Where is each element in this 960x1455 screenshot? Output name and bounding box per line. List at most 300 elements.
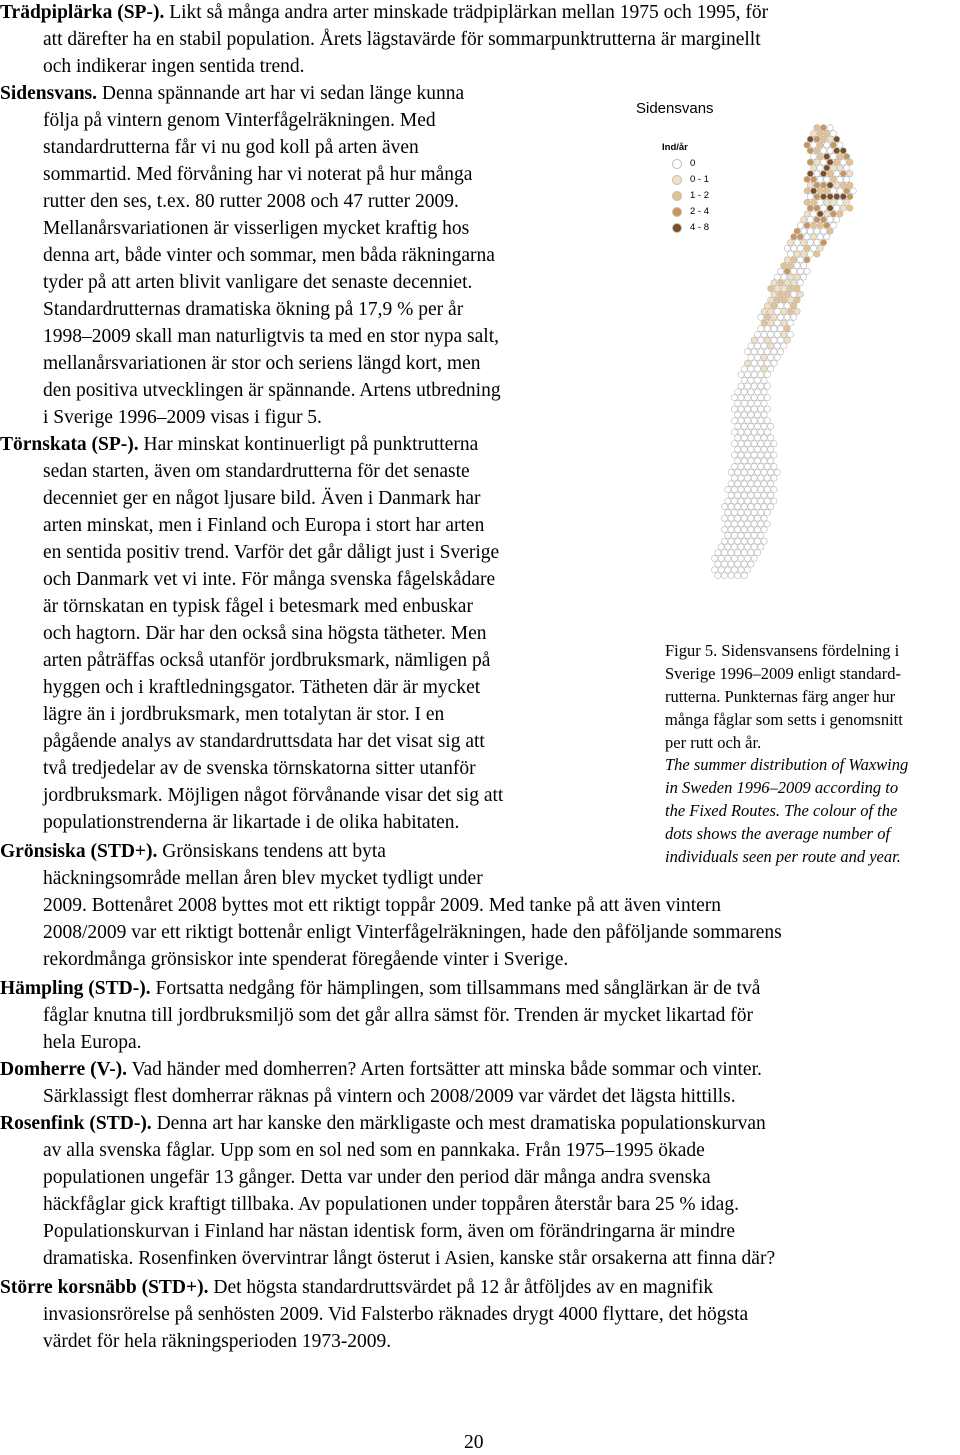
route-dot <box>804 234 810 240</box>
route-dot <box>768 504 774 510</box>
route-dot <box>738 441 744 447</box>
route-dot <box>820 136 826 142</box>
legend-swatch <box>672 207 682 217</box>
route-dot <box>824 234 830 240</box>
route-dot <box>768 343 774 349</box>
route-dot <box>761 481 767 487</box>
route-dot <box>807 159 813 165</box>
route-dot <box>754 515 760 521</box>
route-dot <box>768 308 774 314</box>
route-dot <box>797 234 803 240</box>
route-dot <box>837 165 843 171</box>
route-dot <box>778 337 784 343</box>
route-dot <box>748 481 754 487</box>
route-dot <box>814 228 820 234</box>
route-dot <box>745 418 751 424</box>
route-dot <box>764 314 770 320</box>
route-dot <box>774 274 780 280</box>
route-dot <box>738 555 744 561</box>
route-dot <box>731 486 737 492</box>
route-dot <box>741 412 747 418</box>
route-dot <box>771 291 777 297</box>
route-dot <box>754 331 760 337</box>
route-dot <box>824 211 830 217</box>
route-dot <box>817 130 823 136</box>
legend-swatch <box>672 175 682 185</box>
route-dot <box>844 176 850 182</box>
route-dot <box>745 441 751 447</box>
route-dot <box>735 527 741 533</box>
route-dot <box>764 521 770 527</box>
route-dot <box>794 251 800 257</box>
route-dot <box>748 515 754 521</box>
route-dot <box>754 492 760 498</box>
route-dot <box>827 171 833 177</box>
route-dot <box>758 498 764 504</box>
route-dot <box>754 538 760 544</box>
route-dot <box>751 395 757 401</box>
body-line: standardrutterna får vi nu god koll på arten även <box>43 137 419 158</box>
route-dot <box>758 452 764 458</box>
route-dot <box>778 291 784 297</box>
route-dot <box>787 320 793 326</box>
route-dot <box>830 199 836 205</box>
route-dot <box>725 567 731 573</box>
body-line: sommartid. Med förvåning har vi noterat på hur många <box>43 164 473 185</box>
route-dot <box>768 366 774 372</box>
route-dot <box>764 383 770 389</box>
route-dot <box>748 400 754 406</box>
route-dot <box>784 245 790 251</box>
route-dot <box>784 337 790 343</box>
route-dot <box>741 389 747 395</box>
route-dot <box>797 291 803 297</box>
route-dot <box>754 446 760 452</box>
route-dot <box>738 567 744 573</box>
body-line: Trädpiplärka (SP-). Likt så många andra arter minskade trädpiplärkan mellan 1975 och 1995, för <box>0 2 769 23</box>
route-dot <box>741 366 747 372</box>
route-dot <box>830 176 836 182</box>
route-dot <box>751 521 757 527</box>
route-dot <box>827 159 833 165</box>
route-dot <box>824 188 830 194</box>
route-dot <box>811 153 817 159</box>
route-dot <box>748 446 754 452</box>
route-dot <box>811 199 817 205</box>
route-dot <box>784 268 790 274</box>
route-dot <box>804 211 810 217</box>
route-dot <box>781 274 787 280</box>
body-line: Populationskurvan i Finland har nästan identisk form, även om förändringarna är mindre <box>43 1221 736 1242</box>
route-dot <box>738 372 744 378</box>
route-dot <box>807 205 813 211</box>
route-dot <box>830 130 836 136</box>
route-dot <box>748 389 754 395</box>
route-dot <box>768 446 774 452</box>
route-dot <box>817 142 823 148</box>
route-dot <box>735 458 741 464</box>
route-dot <box>748 469 754 475</box>
route-dot <box>751 349 757 355</box>
route-dot <box>764 441 770 447</box>
route-dot <box>758 326 764 332</box>
route-dot <box>741 446 747 452</box>
route-dot <box>761 400 767 406</box>
body-line: populationstrenderna är likartade i de olika habitaten. <box>43 812 460 833</box>
route-dot <box>850 188 856 194</box>
species-heading: Törnskata (SP-). <box>0 434 139 455</box>
route-dot <box>735 469 741 475</box>
route-dot <box>794 297 800 303</box>
route-dot <box>751 418 757 424</box>
body-line: värdet för hela räkningsperioden 1973-2009. <box>43 1331 392 1352</box>
species-heading: Större korsnäbb (STD+). <box>0 1277 209 1298</box>
route-dot <box>725 486 731 492</box>
route-dot <box>754 504 760 510</box>
route-dot <box>787 308 793 314</box>
body-line: Standardrutternas dramatiska ökning på 17,9 % per år <box>43 299 464 320</box>
route-dot <box>794 308 800 314</box>
route-dot <box>745 567 751 573</box>
route-dot <box>817 211 823 217</box>
route-dot <box>804 199 810 205</box>
route-dot <box>764 337 770 343</box>
route-dot <box>791 245 797 251</box>
species-heading: Grönsiska (STD+). <box>0 841 158 862</box>
route-dot <box>827 228 833 234</box>
route-dot <box>745 395 751 401</box>
route-dot <box>738 418 744 424</box>
route-dot <box>814 136 820 142</box>
route-dot <box>735 504 741 510</box>
caption-line-english: The summer distribution of Waxwing <box>665 755 909 774</box>
route-dot <box>718 567 724 573</box>
route-dot <box>725 498 731 504</box>
route-dot <box>781 320 787 326</box>
route-dot <box>787 297 793 303</box>
species-heading: Rosenfink (STD-). <box>0 1113 152 1134</box>
route-dot <box>764 360 770 366</box>
route-dot <box>817 165 823 171</box>
route-dot <box>745 406 751 412</box>
body-line: Domherre (V-). Vad händer med domherren? Arten fortsätter att minska både sommar och vinter. <box>0 1059 762 1080</box>
route-dot <box>834 217 840 223</box>
route-dot <box>844 153 850 159</box>
route-dot <box>731 452 737 458</box>
route-dot <box>817 222 823 228</box>
route-dot <box>741 492 747 498</box>
route-dot <box>764 395 770 401</box>
route-dot <box>771 280 777 286</box>
route-dot <box>844 188 850 194</box>
route-dot <box>807 136 813 142</box>
body-line: är törnskatan en typisk fågel i betesmark med enbuskar <box>43 596 473 617</box>
route-dot <box>771 303 777 309</box>
route-dot <box>820 171 826 177</box>
route-dot <box>735 412 741 418</box>
route-dot <box>811 130 817 136</box>
body-line: populationen ungefär 13 gånger. Detta var under den period där många andra svenska <box>43 1167 711 1188</box>
route-dot <box>817 188 823 194</box>
route-dot <box>761 412 767 418</box>
route-dot <box>837 153 843 159</box>
route-dot <box>830 188 836 194</box>
body-line: arten påträffas också utanför jordbruksmark, nämligen på <box>43 650 491 671</box>
route-dot <box>781 331 787 337</box>
route-dot <box>745 486 751 492</box>
route-dot <box>794 263 800 269</box>
route-dot <box>725 521 731 527</box>
route-dot <box>735 446 741 452</box>
route-dot <box>824 130 830 136</box>
route-dot <box>771 452 777 458</box>
route-dot <box>768 423 774 429</box>
route-dot <box>728 573 734 579</box>
body-line: och Danmark vet vi inte. För många svenska fågelskådare <box>43 569 496 590</box>
route-dot <box>771 486 777 492</box>
route-dot <box>731 475 737 481</box>
route-dot <box>738 429 744 435</box>
route-dot <box>712 567 718 573</box>
route-dot <box>804 142 810 148</box>
route-dot <box>764 463 770 469</box>
route-dot <box>725 555 731 561</box>
route-dot <box>728 492 734 498</box>
caption-line: många fåglar som setts i genomsnitt <box>665 710 903 729</box>
route-dot <box>814 171 820 177</box>
route-dot <box>748 435 754 441</box>
body-line: den positiva utvecklingen är spännande. Artens utbredning <box>43 380 501 401</box>
route-dot <box>791 291 797 297</box>
route-dot <box>751 532 757 538</box>
route-dot <box>751 486 757 492</box>
route-dot <box>754 423 760 429</box>
route-dot <box>837 188 843 194</box>
route-dot <box>801 274 807 280</box>
route-dot <box>748 504 754 510</box>
route-dot <box>837 176 843 182</box>
body-line: häckfåglar gick kraftigt tillbaka. Av populationen under toppåren återstår bara 25 % idag. <box>43 1194 739 1215</box>
route-dot <box>758 544 764 550</box>
legend-swatch <box>672 191 682 201</box>
route-dot <box>807 182 813 188</box>
route-dot <box>758 441 764 447</box>
route-dot <box>774 308 780 314</box>
route-dot <box>758 429 764 435</box>
route-dot <box>735 435 741 441</box>
route-dot <box>768 285 774 291</box>
route-dot <box>748 412 754 418</box>
body-line: Större korsnäbb (STD+). Det högsta standardruttsvärdet på 12 år åtföljdes av en magnifik <box>0 1277 714 1298</box>
route-dot <box>781 343 787 349</box>
route-dot <box>748 377 754 383</box>
route-dot <box>764 498 770 504</box>
route-dot <box>847 182 853 188</box>
route-dot <box>761 446 767 452</box>
route-dot <box>827 194 833 200</box>
body-line: Sidensvans. Denna spännande art har vi sedan länge kunna <box>0 83 465 104</box>
route-dot <box>738 463 744 469</box>
route-dot <box>745 360 751 366</box>
body-line: två tredjedelar av de svenska törnskatorna sitter utanför <box>43 758 476 779</box>
species-heading: Trädpiplärka (SP-). <box>0 2 165 23</box>
body-line: fåglar knutna till jordbruksmiljö som det går allra sämst för. Trenden är mycket likartad för <box>43 1005 753 1026</box>
route-dot <box>817 234 823 240</box>
body-line: följa på vintern genom Vinterfågelräkningen. Med <box>43 110 436 131</box>
route-dot <box>801 263 807 269</box>
route-dot <box>840 205 846 211</box>
route-dot <box>735 538 741 544</box>
route-dot <box>764 486 770 492</box>
route-dot <box>745 532 751 538</box>
body-line: 2009. Bottenåret 2008 byttes mot ett riktigt toppår 2009. Med tanke på att även vintern <box>43 895 722 916</box>
route-dot <box>764 372 770 378</box>
route-dot <box>807 217 813 223</box>
route-dot <box>738 544 744 550</box>
route-dot <box>731 555 737 561</box>
route-dot <box>791 257 797 263</box>
route-dot <box>764 349 770 355</box>
route-dot <box>731 418 737 424</box>
route-dot <box>761 354 767 360</box>
route-dot <box>840 194 846 200</box>
route-dot <box>728 527 734 533</box>
route-dot <box>741 527 747 533</box>
route-dot <box>741 423 747 429</box>
route-dot <box>748 550 754 556</box>
route-dot <box>741 400 747 406</box>
route-dot <box>735 481 741 487</box>
body-line: arten minskat, men i Finland och Europa i stort har arten <box>43 515 485 536</box>
route-dot <box>774 354 780 360</box>
route-dot <box>764 452 770 458</box>
route-dot <box>824 176 830 182</box>
route-dot <box>771 475 777 481</box>
route-dot <box>761 469 767 475</box>
route-dot <box>745 521 751 527</box>
route-dot <box>761 527 767 533</box>
route-dot <box>758 349 764 355</box>
route-dot <box>797 222 803 228</box>
legend-label: 1 - 2 <box>690 190 710 201</box>
route-dot <box>814 251 820 257</box>
route-dot <box>837 199 843 205</box>
route-dot <box>761 504 767 510</box>
body-line: tyder på att arten blivit vanligare det senaste decenniet. <box>43 272 473 293</box>
body-line: pågående analys av standardruttsdata har det visat sig att <box>43 731 485 752</box>
route-dot <box>735 389 741 395</box>
route-dot <box>758 486 764 492</box>
route-dot <box>738 452 744 458</box>
route-dot <box>787 285 793 291</box>
route-dot <box>748 343 754 349</box>
route-dot <box>844 165 850 171</box>
route-dot <box>827 136 833 142</box>
route-dot <box>778 303 784 309</box>
route-dot <box>784 257 790 263</box>
route-dot <box>761 366 767 372</box>
route-dot <box>764 303 770 309</box>
body-line: denna art, både vinter och sommar, men båda räkningarna <box>43 245 495 266</box>
body-line: Törnskata (SP-). Har minskat kontinuerligt på punktrutterna <box>0 434 479 455</box>
caption-line: Figur 5. Sidensvansens fördelning i <box>665 641 900 660</box>
route-dot <box>781 308 787 314</box>
route-dot <box>731 544 737 550</box>
route-dot <box>804 176 810 182</box>
route-dot <box>847 159 853 165</box>
route-dot <box>778 280 784 286</box>
route-dot <box>741 504 747 510</box>
route-dot <box>834 159 840 165</box>
route-dot <box>827 205 833 211</box>
route-dot <box>758 475 764 481</box>
route-dot <box>748 527 754 533</box>
route-dot <box>758 314 764 320</box>
route-dot <box>754 550 760 556</box>
route-dot <box>751 441 757 447</box>
route-dot <box>761 308 767 314</box>
route-dot <box>768 481 774 487</box>
route-dot <box>811 142 817 148</box>
route-dot <box>774 331 780 337</box>
route-dot <box>731 567 737 573</box>
route-dot <box>807 228 813 234</box>
route-dot <box>820 217 826 223</box>
route-dot <box>784 314 790 320</box>
legend-swatch <box>672 159 682 169</box>
route-dot <box>751 337 757 343</box>
route-dot <box>830 165 836 171</box>
route-dot <box>774 343 780 349</box>
route-dot <box>824 199 830 205</box>
route-dot <box>797 245 803 251</box>
route-dot <box>758 418 764 424</box>
route-dot <box>728 469 734 475</box>
route-dot <box>745 463 751 469</box>
route-dot <box>768 435 774 441</box>
page-number: 20 <box>464 1432 484 1453</box>
route-dot <box>814 194 820 200</box>
route-dot <box>731 429 737 435</box>
route-dot <box>807 194 813 200</box>
route-dot <box>754 527 760 533</box>
route-dot <box>824 153 830 159</box>
body-line: hyggen och i kraftledningsgator. Tätheten där är mycket <box>43 677 481 698</box>
caption-line-english: the Fixed Routes. The colour of the <box>665 801 898 820</box>
route-dot <box>728 538 734 544</box>
route-dot <box>754 481 760 487</box>
legend-label: 4 - 8 <box>690 222 710 233</box>
route-dot <box>768 354 774 360</box>
route-dot <box>751 406 757 412</box>
route-dot <box>761 423 767 429</box>
route-dot <box>827 182 833 188</box>
route-dot <box>791 314 797 320</box>
route-dot <box>745 475 751 481</box>
route-dot <box>745 544 751 550</box>
route-dot <box>735 492 741 498</box>
route-dot <box>787 274 793 280</box>
route-dot <box>768 297 774 303</box>
route-dot <box>758 395 764 401</box>
route-dot <box>761 515 767 521</box>
route-dot <box>748 561 754 567</box>
route-dot <box>774 285 780 291</box>
route-dot <box>754 354 760 360</box>
route-dot <box>787 331 793 337</box>
caption-line: Sverige 1996–2009 enligt standard- <box>665 664 901 683</box>
route-dot <box>768 469 774 475</box>
